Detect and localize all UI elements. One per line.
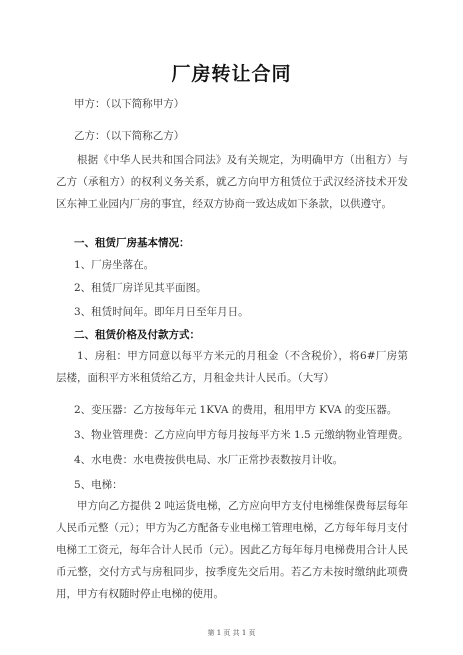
section-2-heading: 二、租赁价格及付款方式： [74,329,200,341]
rent-paragraph: 1、房租：甲方同意以每平方米元的月租金（不含税价），将6#厂房第层楼，面积平方米租赁给乙方，月租金共计人民币。（大写） [56,350,408,384]
section-1-item-2: 2、租赁厂房详见其平面图。 [74,282,207,294]
section-1-item-3: 3、租赁时间年。即年月日至年月日。 [74,306,249,318]
property-fee-line: 3、物业管理费：乙方应向甲方每月按每平方米 1.5 元缴纳物业管理费。 [74,429,409,441]
intro-paragraph: 根据《中华人民共和国合同法》及有关规定，为明确甲方（出租方）与乙方（承租方）的权利义务关系，就乙方向甲方租赁位于武汉经济技术开发区东神工业园内厂房的事宜，经双方协商一致达成如下条款，以供遵守。 [56,154,408,210]
party-a-line: 甲方：（以下简称甲方） [74,98,185,110]
document-title: 厂房转让合同 [171,63,292,85]
utilities-line: 4、水电费：水电费按供电局、水厂正常抄表数按月计收。 [74,454,344,466]
party-b-line: 乙方：（以下简称乙方） [74,130,185,142]
elevator-paragraph: 甲方向乙方提供 2 吨运货电梯，乙方应向甲方支付电梯维保费每层每年人民币元整（元）；甲方为乙方配备专业电梯工管理电梯，乙方每年每月支付电梯工工资元，每年合计人民币（元）。因此乙方每年每月电梯费用合计人民币元整，交付方式与房租同步，按季度先交后用。若乙方未按时缴纳此项费用，甲方有权随时停止电梯的使用。 [56,500,408,600]
page-footer: 第 1 页 共 1 页 [207,629,256,637]
elevator-label: 5、电梯： [74,479,123,491]
transformer-line: 2、变压器：乙方按每年元 1KVA 的费用，租用甲方 KVA 的变压器。 [74,404,398,416]
section-1-heading: 一、租赁厂房基本情况： [74,237,190,249]
section-1-item-1: 1、厂房坐落在。 [74,259,155,271]
